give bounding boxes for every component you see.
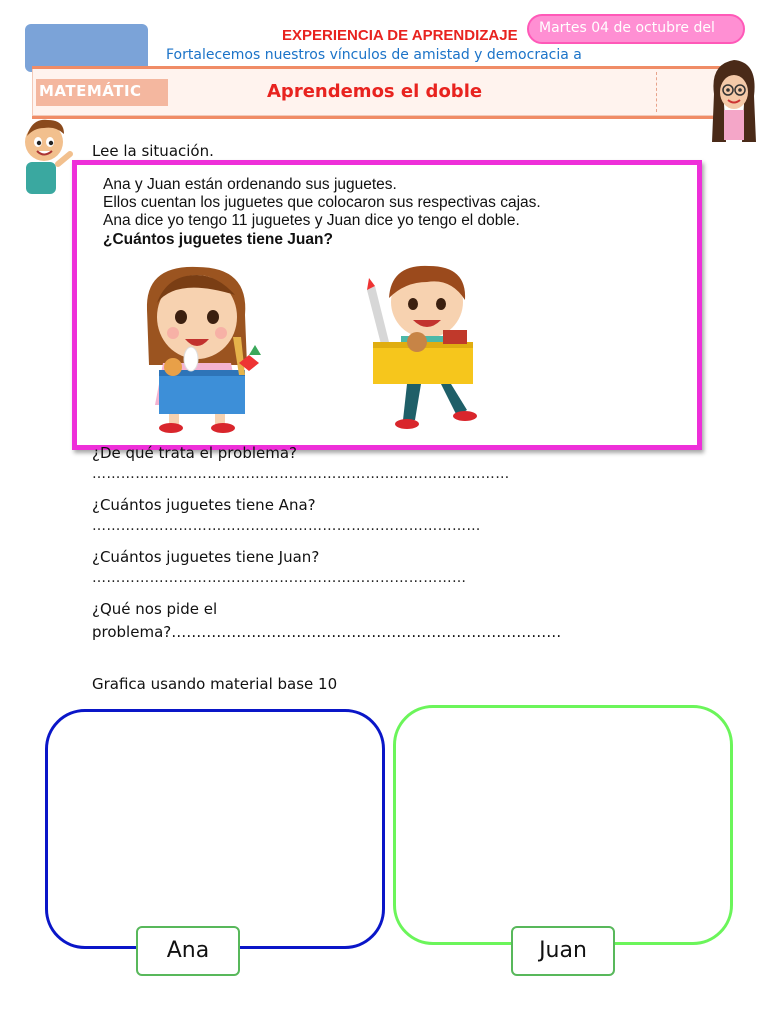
juan-drawing-area[interactable]	[393, 705, 733, 945]
story-question: ¿Cuántos juguetes tiene Juan?	[103, 231, 333, 248]
subject-label	[36, 79, 168, 106]
story-line: Ana y Juan están ordenando sus juguetes.	[103, 176, 397, 193]
story-line: Ana dice yo tengo 11 juguetes y Juan dice yo tengo el doble.	[103, 212, 520, 229]
answer-line-3: ……………………………………………………………………	[92, 570, 467, 586]
question-4: ¿Qué nos pide el	[92, 600, 218, 618]
story-line: Ellos cuentan los juguetes que colocaron sus respectivas cajas.	[103, 194, 541, 211]
question-2: ¿Cuántos juguetes tiene Ana?	[92, 496, 316, 514]
answer-line-2: ………………………………………………………………………	[92, 518, 481, 534]
experience-title: EXPERIENCIA DE APRENDIZAJE	[282, 27, 518, 44]
subject-text: MATEMÁTIC	[39, 82, 142, 100]
read-instruction: Lee la situación.	[92, 142, 214, 160]
band-top-line	[32, 66, 722, 69]
lesson-title: Aprendemos el doble	[267, 81, 483, 102]
question-3: ¿Cuántos juguetes tiene Juan?	[92, 548, 320, 566]
band-divider	[656, 72, 657, 112]
band-bottom-line	[32, 116, 722, 119]
date-badge	[527, 14, 745, 44]
teacher-clipart	[708, 54, 760, 144]
question-1: ¿De qué trata el problema?	[92, 444, 297, 462]
answer-line-1: ……………………………………………………………………………	[92, 466, 510, 482]
question-4-answer-line: problema?……………………………………………………………………	[92, 623, 562, 641]
ana-label: Ana	[136, 926, 240, 976]
date-text: Martes 04 de octubre del	[539, 20, 715, 36]
girl-with-toys-illustration	[107, 255, 297, 435]
boy-with-toys-illustration	[347, 260, 517, 435]
header-blue-block	[25, 24, 148, 72]
unit-subtitle: Fortalecemos nuestros vínculos de amistad y democracia a	[166, 47, 582, 63]
juan-label: Juan	[511, 926, 615, 976]
boy-pointing-clipart	[22, 114, 74, 198]
ana-drawing-area[interactable]	[45, 709, 385, 949]
graph-instruction: Grafica usando material base 10	[92, 675, 338, 693]
story-box	[72, 160, 702, 450]
